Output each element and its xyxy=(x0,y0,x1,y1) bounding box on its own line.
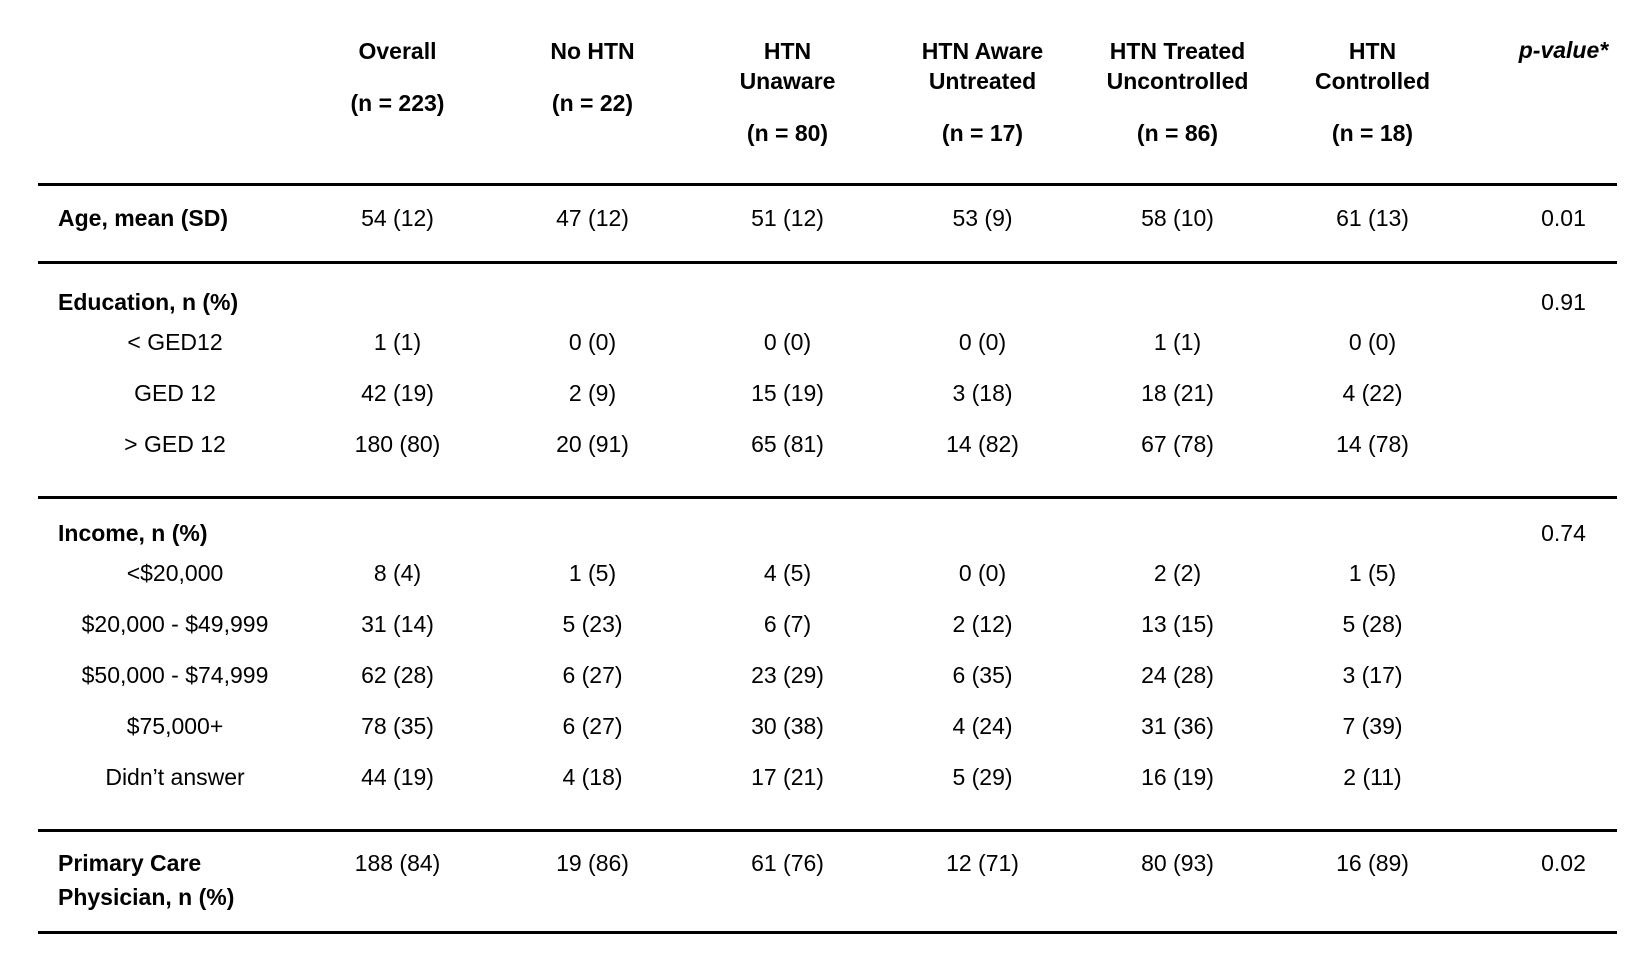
row-label xyxy=(38,846,300,914)
column-header-line: Unaware xyxy=(739,68,836,94)
row-label-line: Education, n (%) xyxy=(58,289,239,315)
cell-value: 61 (76) xyxy=(751,850,824,876)
cell-value: 20 (91) xyxy=(556,430,629,457)
column-header-line: Untreated xyxy=(928,68,1037,94)
column-header-title xyxy=(690,36,885,96)
cell-value: 30 (38) xyxy=(751,712,824,739)
column-header-4 xyxy=(1080,0,1275,148)
cell-value: 2 (12) xyxy=(952,610,1013,637)
cell-value: 180 (80) xyxy=(354,430,441,457)
column-header-line: HTN Treated xyxy=(1109,38,1246,64)
cell-value: 31 (14) xyxy=(361,610,434,637)
column-header-n: (n = 86) xyxy=(1136,120,1219,146)
header-row xyxy=(38,0,1617,148)
cell-value: 6 (27) xyxy=(562,712,623,739)
row-label: < GED12 xyxy=(127,328,223,355)
cell-value: 14 (82) xyxy=(946,430,1019,457)
cell-value: 4 (5) xyxy=(763,559,812,586)
cell-value: 6 (35) xyxy=(952,661,1013,688)
cell-value: 62 (28) xyxy=(361,661,434,688)
row-label-line: Physician, n (%) xyxy=(58,884,235,910)
row-label: > GED 12 xyxy=(124,430,226,457)
row-label xyxy=(38,519,300,547)
section-primary-care-physician xyxy=(38,829,1617,931)
cell-value: 18 (21) xyxy=(1141,379,1214,406)
cell-value: 14 (78) xyxy=(1336,430,1409,457)
cell-value: 3 (18) xyxy=(952,379,1013,406)
column-header-line: HTN xyxy=(1348,38,1397,64)
cell-value: 0 (0) xyxy=(763,328,812,355)
section-header-row xyxy=(38,832,1617,914)
cell-value: 1 (1) xyxy=(1153,328,1202,355)
cell-value: 1 (1) xyxy=(373,328,422,355)
section-age xyxy=(38,183,1617,261)
column-header-n: (n = 17) xyxy=(941,120,1024,146)
cell-value: 80 (93) xyxy=(1141,850,1214,876)
cell-value: 0 (0) xyxy=(1348,328,1397,355)
cell-value: 13 (15) xyxy=(1141,610,1214,637)
cell-value: 16 (19) xyxy=(1141,763,1214,790)
cell-value: 3 (17) xyxy=(1342,661,1403,688)
row-label-line: Primary Care xyxy=(58,850,202,876)
cell-value: 17 (21) xyxy=(751,763,824,790)
p-value xyxy=(1470,751,1617,802)
cell-value: 2 (11) xyxy=(1343,763,1402,790)
table-row xyxy=(38,316,1617,367)
table-row xyxy=(38,598,1617,649)
section-education xyxy=(38,261,1617,496)
section-header-row xyxy=(38,186,1617,232)
row-label: $50,000 - $74,999 xyxy=(81,661,269,688)
section-header-row xyxy=(38,264,1617,316)
cell-value: 6 (7) xyxy=(763,610,812,637)
column-header-line: Controlled xyxy=(1315,68,1430,94)
p-value: 0.01 xyxy=(1541,205,1586,231)
p-value xyxy=(1470,700,1617,751)
cell-value: 24 (28) xyxy=(1141,661,1214,688)
cell-value: 58 (10) xyxy=(1141,205,1214,231)
row-label: Didn’t answer xyxy=(105,763,245,790)
row-label xyxy=(38,288,300,316)
p-value xyxy=(1470,367,1617,418)
column-header-5 xyxy=(1275,0,1470,148)
column-header-title xyxy=(495,36,690,66)
p-value-header: p-value* xyxy=(1518,37,1609,63)
column-header-0 xyxy=(300,0,495,118)
table-row xyxy=(38,547,1617,598)
cell-value: 61 (13) xyxy=(1336,205,1409,231)
p-value: 0.02 xyxy=(1541,850,1586,876)
cell-value: 42 (19) xyxy=(361,379,434,406)
cell-value: 6 (27) xyxy=(562,661,623,688)
cell-value: 1 (5) xyxy=(568,559,617,586)
cell-value: 31 (36) xyxy=(1141,712,1214,739)
p-value xyxy=(1470,316,1617,367)
cell-value: 7 (39) xyxy=(1342,712,1403,739)
column-header-line: Overall xyxy=(358,38,437,64)
column-header-title xyxy=(1080,36,1275,96)
column-header-line: No HTN xyxy=(550,38,635,64)
column-header-1 xyxy=(495,0,690,118)
p-value: 0.91 xyxy=(1541,289,1586,315)
row-label xyxy=(38,204,300,232)
cell-value: 4 (24) xyxy=(952,712,1013,739)
cell-value: 4 (18) xyxy=(562,763,623,790)
cell-value: 19 (86) xyxy=(556,850,629,876)
cell-value: 4 (22) xyxy=(1342,379,1403,406)
cell-value: 47 (12) xyxy=(556,205,629,231)
cell-value: 5 (28) xyxy=(1342,610,1403,637)
cell-value: 53 (9) xyxy=(952,205,1013,231)
row-label: GED 12 xyxy=(134,379,216,406)
column-header-n: (n = 22) xyxy=(551,90,634,116)
cell-value: 2 (9) xyxy=(568,379,617,406)
row-label: <$20,000 xyxy=(126,559,224,586)
cell-value: 78 (35) xyxy=(361,712,434,739)
cell-value: 15 (19) xyxy=(751,379,824,406)
table-row xyxy=(38,751,1617,802)
column-header-n: (n = 18) xyxy=(1331,120,1414,146)
table-row xyxy=(38,418,1617,469)
cell-value: 44 (19) xyxy=(361,763,434,790)
table-row xyxy=(38,700,1617,751)
p-value: 0.74 xyxy=(1541,520,1586,546)
cell-value: 0 (0) xyxy=(958,328,1007,355)
cell-value: 1 (5) xyxy=(1348,559,1397,586)
column-header-3 xyxy=(885,0,1080,148)
column-header-n: (n = 80) xyxy=(746,120,829,146)
p-value xyxy=(1470,598,1617,649)
section-income xyxy=(38,496,1617,829)
p-value xyxy=(1470,418,1617,469)
row-label-line: Age, mean (SD) xyxy=(58,205,228,231)
baseline-characteristics-table xyxy=(38,0,1617,934)
p-value xyxy=(1470,649,1617,700)
cell-value: 65 (81) xyxy=(751,430,824,457)
p-value xyxy=(1470,547,1617,598)
section-header-row xyxy=(38,499,1617,547)
column-header-title xyxy=(885,36,1080,96)
cell-value: 54 (12) xyxy=(361,205,434,231)
column-header-line: HTN xyxy=(763,38,812,64)
column-header-n: (n = 223) xyxy=(350,90,445,116)
row-label: $75,000+ xyxy=(126,712,224,739)
cell-value: 5 (29) xyxy=(952,763,1013,790)
cell-value: 0 (0) xyxy=(958,559,1007,586)
table-row xyxy=(38,367,1617,418)
cell-value: 51 (12) xyxy=(751,205,824,231)
row-label-line: Income, n (%) xyxy=(58,520,208,546)
cell-value: 67 (78) xyxy=(1141,430,1214,457)
row-label: $20,000 - $49,999 xyxy=(81,610,269,637)
cell-value: 5 (23) xyxy=(562,610,623,637)
cell-value: 188 (84) xyxy=(354,850,441,876)
column-header-2 xyxy=(690,0,885,148)
column-header-line: Uncontrolled xyxy=(1106,68,1249,94)
column-header-title xyxy=(300,36,495,66)
cell-value: 12 (71) xyxy=(946,850,1019,876)
table-header xyxy=(38,0,1617,183)
bottom-rule xyxy=(38,931,1617,934)
cell-value: 2 (2) xyxy=(1153,559,1202,586)
cell-value: 23 (29) xyxy=(751,661,824,688)
table-row xyxy=(38,649,1617,700)
column-header-line: HTN Aware xyxy=(921,38,1044,64)
cell-value: 16 (89) xyxy=(1336,850,1409,876)
cell-value: 8 (4) xyxy=(373,559,422,586)
cell-value: 0 (0) xyxy=(568,328,617,355)
column-header-title xyxy=(1275,36,1470,96)
